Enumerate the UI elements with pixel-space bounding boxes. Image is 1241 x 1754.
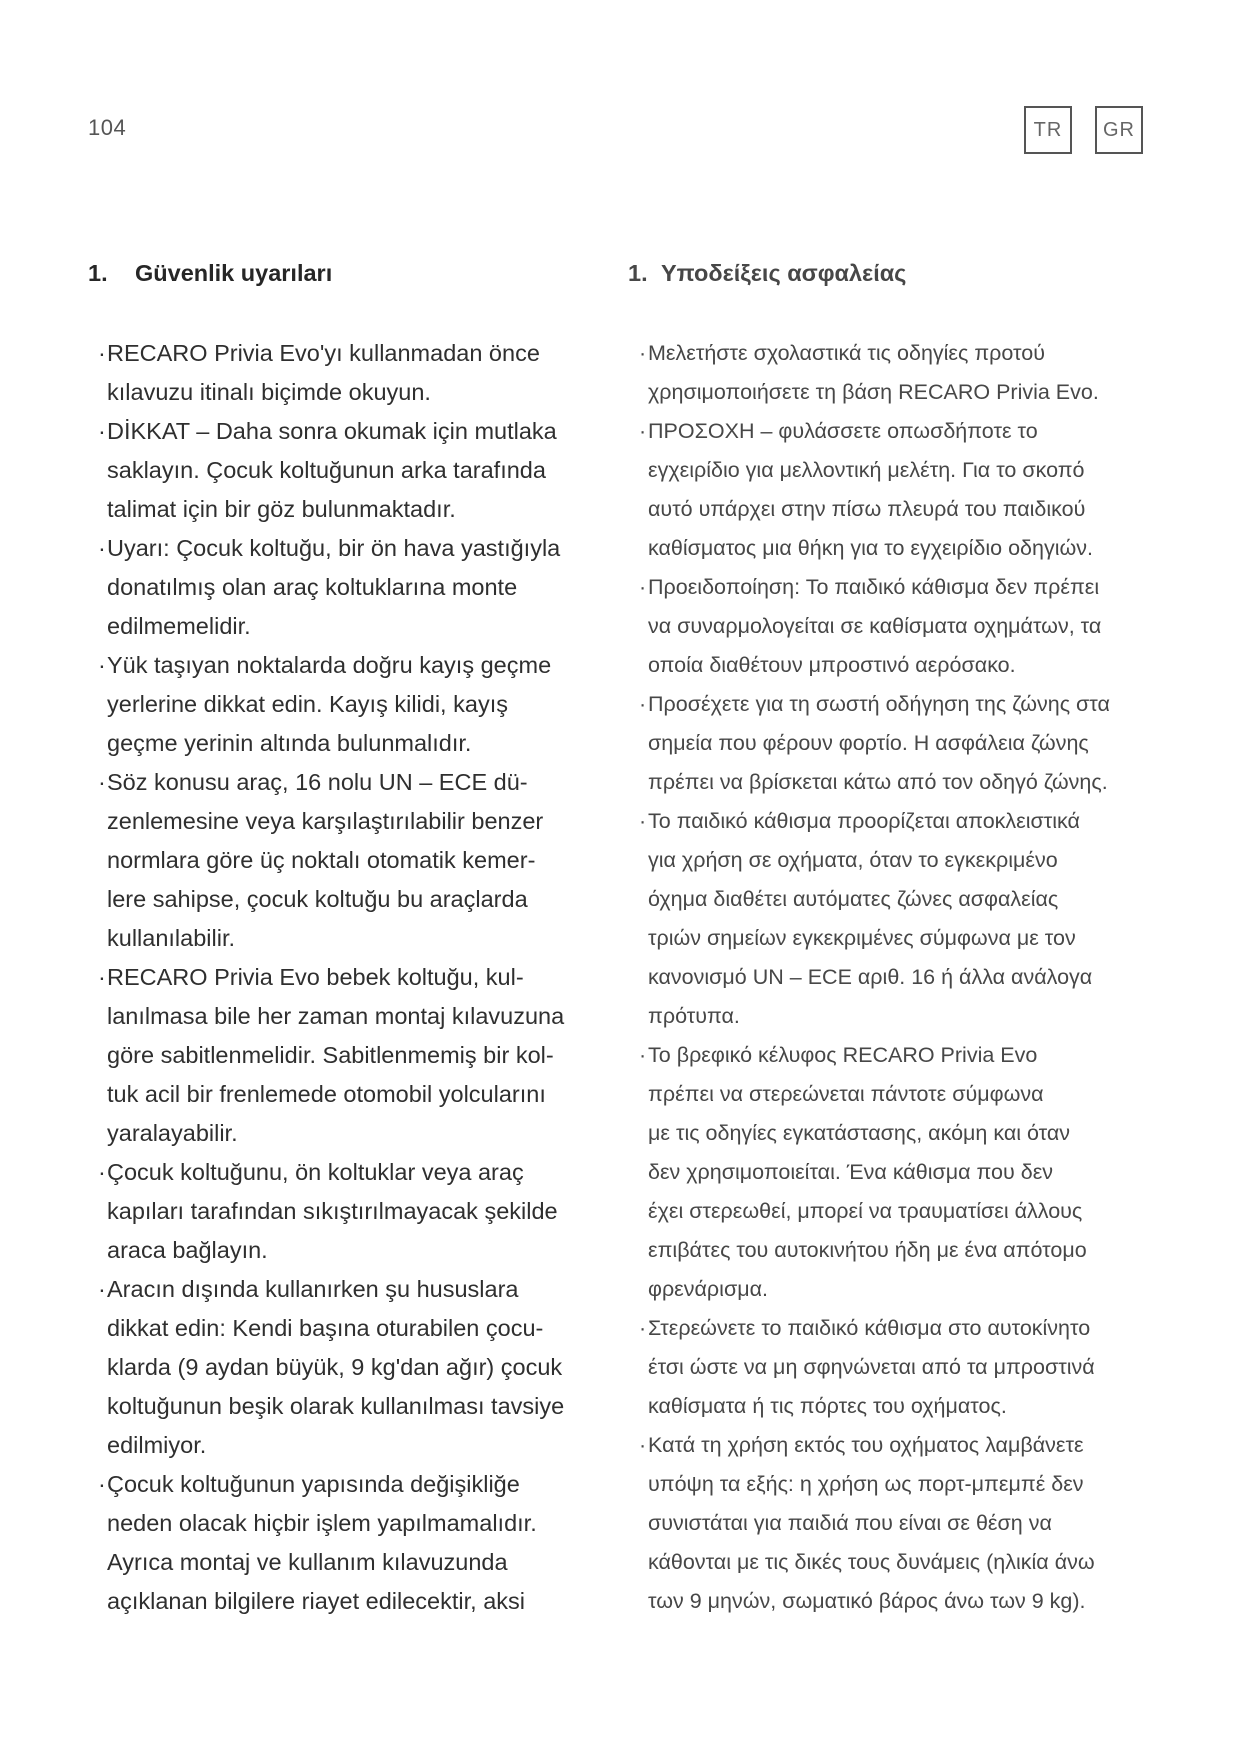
tr-section-heading <box>88 258 608 288</box>
warning-line: Κατά τη χρήση εκτός του οχήματος λαμβάνετε <box>648 1433 1084 1457</box>
bullet-icon: · <box>639 341 647 365</box>
warning-line: για χρήση σε οχήματα, όταν το εγκεκριμένο <box>648 848 1058 872</box>
gr-warning-item <box>628 1309 1110 1426</box>
bullet-icon: · <box>98 964 106 990</box>
warning-line: επιβάτες του αυτοκινήτου ήδη με ένα απότομο <box>648 1238 1087 1262</box>
gr-heading-text: Υποδείξεις ασφαλείας <box>661 260 907 286</box>
bullet-icon: · <box>98 535 106 561</box>
warning-line: οποία διαθέτουν μπροστινό αερόσακο. <box>648 653 1016 677</box>
bullet-icon: · <box>98 1159 106 1185</box>
warning-line: göre sabitlenmelidir. Sabitlenmemiş bir kol- <box>107 1042 554 1068</box>
language-tag-gr: GR <box>1095 106 1143 154</box>
warning-line: RECARO Privia Evo bebek koltuğu, kul- <box>107 964 524 990</box>
warning-line: συνιστάται για παιδιά που είναι σε θέση να <box>648 1511 1052 1535</box>
gr-warning-item <box>628 802 1110 1036</box>
warning-line: με τις οδηγίες εγκατάστασης, ακόμη και όταν <box>648 1121 1071 1145</box>
warning-line: φρενάρισμα. <box>648 1277 769 1301</box>
warning-line: kullanılabilir. <box>107 925 236 951</box>
tr-warning-item <box>88 529 564 646</box>
warning-line: Çocuk koltuğunu, ön koltuklar veya araç <box>107 1159 524 1185</box>
warning-line: υπόψη τα εξής: η χρήση ως πορτ-μπεμπέ δεν <box>648 1472 1084 1496</box>
gr-heading-number: 1. <box>628 260 648 286</box>
warning-line: kapıları tarafından sıkıştırılmayacak şekilde <box>107 1198 558 1224</box>
warning-line: lere sahipse, çocuk koltuğu bu araçlarda <box>107 886 528 912</box>
tr-warning-item <box>88 412 564 529</box>
warning-line: RECARO Privia Evo'yı kullanmadan önce <box>107 340 540 366</box>
warning-line: normlara göre üç noktalı otomatik kemer- <box>107 847 536 873</box>
gr-warning-item <box>628 1426 1110 1621</box>
warning-line: Yük taşıyan noktalarda doğru kayış geçme <box>107 652 552 678</box>
warning-line: σημεία που φέρουν φορτίο. Η ασφάλεια ζώνης <box>648 731 1089 755</box>
warning-line: araca bağlayın. <box>107 1237 268 1263</box>
gr-warning-item <box>628 334 1110 412</box>
warning-line: πρέπει να βρίσκεται κάτω από τον οδηγό ζώνης. <box>648 770 1108 794</box>
gr-warning-item <box>628 568 1110 685</box>
warning-line: donatılmış olan araç koltuklarına monte <box>107 574 518 600</box>
warning-line: klarda (9 aydan büyük, 9 kg'dan ağır) çocuk <box>107 1354 563 1380</box>
greek-column <box>628 258 1168 1613</box>
warning-line: yaralayabilir. <box>107 1120 238 1146</box>
language-tags <box>1024 106 1143 154</box>
warning-line: εγχειρίδιο για μελλοντική μελέτη. Για το σκοπό <box>648 458 1085 482</box>
tr-warning-item <box>88 763 564 958</box>
bullet-icon: · <box>98 769 106 795</box>
warning-line: τριών σημείων εγκεκριμένες σύμφωνα με τον <box>648 926 1076 950</box>
turkish-column <box>88 258 608 1614</box>
warning-line: kılavuzu itinalı biçimde okuyun. <box>107 379 431 405</box>
tr-warning-item <box>88 646 564 763</box>
bullet-icon: · <box>98 1276 106 1302</box>
tr-warning-item <box>88 1465 564 1621</box>
warning-line: να συναρμολογείται σε καθίσματα οχημάτων, τα <box>648 614 1102 638</box>
bullet-icon: · <box>639 419 647 443</box>
gr-warning-item <box>628 412 1110 568</box>
warning-line: χρησιμοποιήσετε τη βάση RECARO Privia Evo. <box>648 380 1099 404</box>
tr-warning-list <box>88 334 564 1621</box>
warning-line: dikkat edin: Kendi başına oturabilen çocu- <box>107 1315 544 1341</box>
warning-line: κάθονται με τις δικές τους δυνάμεις (ηλικία άνω <box>648 1550 1095 1574</box>
gr-section-heading <box>628 258 1168 288</box>
tr-heading-text: Güvenlik uyarıları <box>135 260 333 286</box>
warning-line: saklayın. Çocuk koltuğunun arka tarafında <box>107 457 546 483</box>
warning-line: αυτό υπάρχει στην πίσω πλευρά του παιδικού <box>648 497 1086 521</box>
warning-line: koltuğunun beşik olarak kullanılması tavsiye <box>107 1393 565 1419</box>
warning-line: lanılmasa bile her zaman montaj kılavuzuna <box>107 1003 565 1029</box>
warning-line: tuk acil bir frenlemede otomobil yolcularını <box>107 1081 546 1107</box>
warning-line: edilmiyor. <box>107 1432 207 1458</box>
warning-line: açıklanan bilgilere riayet edilecektir, aksi <box>107 1588 525 1614</box>
bullet-icon: · <box>98 1471 106 1497</box>
warning-line: Προειδοποίηση: Το παιδικό κάθισμα δεν πρέπει <box>648 575 1100 599</box>
tr-warning-item <box>88 1270 564 1465</box>
bullet-icon: · <box>98 652 106 678</box>
warning-line: έτσι ώστε να μη σφηνώνεται από τα μπροστινά <box>648 1355 1095 1379</box>
tr-warning-item <box>88 958 564 1153</box>
warning-line: Το παιδικό κάθισμα προορίζεται αποκλειστικά <box>648 809 1080 833</box>
bullet-icon: · <box>98 340 106 366</box>
warning-line: Μελετήστε σχολαστικά τις οδηγίες προτού <box>648 341 1045 365</box>
warning-line: DİKKAT – Daha sonra okumak için mutlaka <box>107 418 557 444</box>
warning-line: Προσέχετε για τη σωστή οδήγηση της ζώνης στα <box>648 692 1110 716</box>
warning-line: neden olacak hiçbir işlem yapılmamalıdır. <box>107 1510 537 1536</box>
warning-line: πρότυπα. <box>648 1004 740 1028</box>
warning-line: Στερεώνετε το παιδικό κάθισμα στο αυτοκίνητο <box>648 1316 1091 1340</box>
bullet-icon: · <box>639 575 647 599</box>
bullet-icon: · <box>639 1433 647 1457</box>
warning-line: zenlemesine veya karşılaştırılabilir benzer <box>107 808 544 834</box>
warning-line: Söz konusu araç, 16 nolu UN – ECE dü- <box>107 769 528 795</box>
language-tag-tr: TR <box>1024 106 1072 154</box>
bullet-icon: · <box>639 1316 647 1340</box>
warning-line: δεν χρησιμοποιείται. Ένα κάθισμα που δεν <box>648 1160 1054 1184</box>
warning-line: Çocuk koltuğunun yapısında değişikliğe <box>107 1471 520 1497</box>
gr-warning-item <box>628 1036 1110 1309</box>
tr-heading-number: 1. <box>88 260 108 286</box>
warning-line: κανονισμό UN – ECE αριθ. 16 ή άλλα ανάλογα <box>648 965 1093 989</box>
tr-warning-item <box>88 334 564 412</box>
warning-line: talimat için bir göz bulunmaktadır. <box>107 496 456 522</box>
warning-line: geçme yerinin altında bulunmalıdır. <box>107 730 472 756</box>
bullet-icon: · <box>639 809 647 833</box>
warning-line: Ayrıca montaj ve kullanım kılavuzunda <box>107 1549 508 1575</box>
warning-line: yerlerine dikkat edin. Kayış kilidi, kayış <box>107 691 508 717</box>
gr-warning-list <box>628 334 1110 1621</box>
warning-line: καθίσματος μια θήκη για το εγχειρίδιο οδηγιών. <box>648 536 1094 560</box>
warning-line: Aracın dışında kullanırken şu hususlara <box>107 1276 519 1302</box>
bullet-icon: · <box>98 418 106 444</box>
bullet-icon: · <box>639 1043 647 1067</box>
bullet-icon: · <box>639 692 647 716</box>
warning-line: ΠΡΟΣΟΧΗ – φυλάσσετε οπωσδήποτε το <box>648 419 1038 443</box>
page-number: 104 <box>88 115 127 140</box>
warning-line: των 9 μηνών, σωματικό βάρος άνω των 9 kg). <box>648 1589 1086 1613</box>
warning-line: Uyarı: Çocuk koltuğu, bir ön hava yastığıyla <box>107 535 561 561</box>
warning-line: έχει στερεωθεί, μπορεί να τραυματίσει άλλους <box>648 1199 1083 1223</box>
warning-line: όχημα διαθέτει αυτόματες ζώνες ασφαλείας <box>648 887 1059 911</box>
warning-line: πρέπει να στερεώνεται πάντοτε σύμφωνα <box>648 1082 1044 1106</box>
warning-line: edilmemelidir. <box>107 613 251 639</box>
warning-line: καθίσματα ή τις πόρτες του οχήματος. <box>648 1394 1007 1418</box>
gr-warning-item <box>628 685 1110 802</box>
warning-line: Το βρεφικό κέλυφος RECARO Privia Evo <box>648 1043 1038 1067</box>
tr-warning-item <box>88 1153 564 1270</box>
